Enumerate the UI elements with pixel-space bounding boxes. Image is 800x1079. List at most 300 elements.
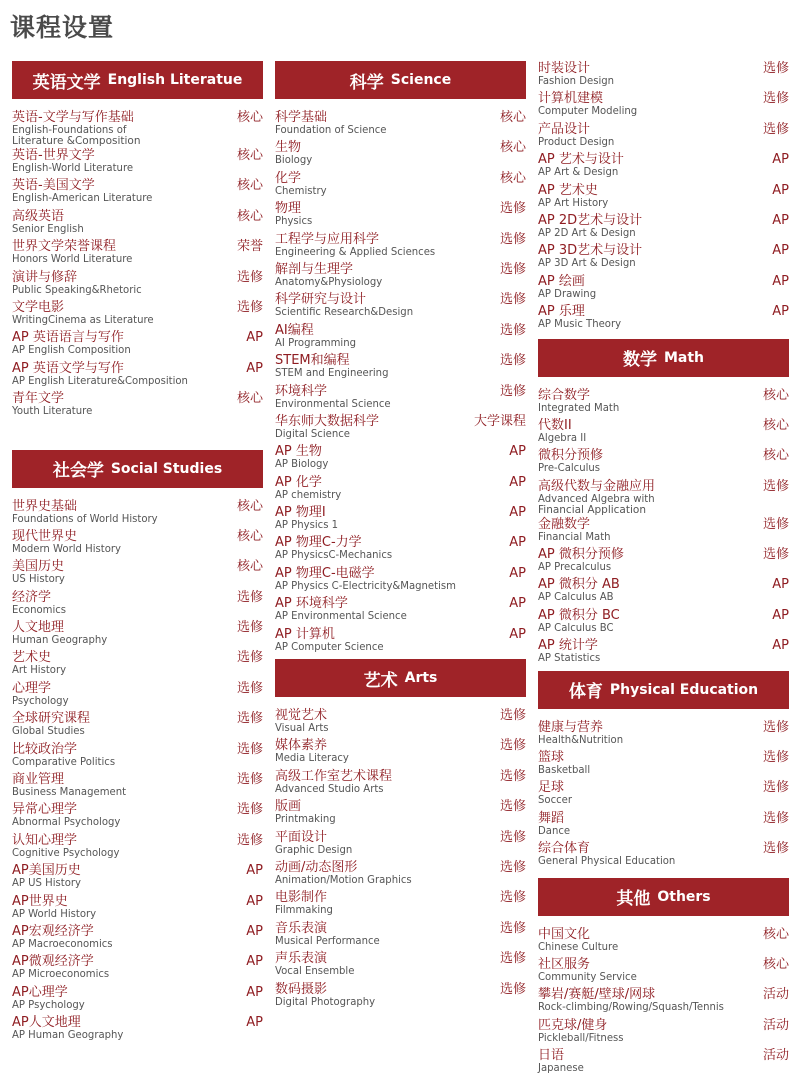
course-item xyxy=(275,738,526,768)
section-title-zh: 艺术 xyxy=(363,670,398,691)
course-item xyxy=(12,590,263,620)
course-type-tag: 荣誉 xyxy=(236,239,263,255)
course-item xyxy=(275,951,526,981)
course-type-tag: 选修 xyxy=(236,620,263,636)
course-name-en: Pre-Calculus xyxy=(538,462,601,475)
course-type-tag: 选修 xyxy=(236,589,263,605)
course-type-tag: AP xyxy=(509,596,526,612)
course-name-zh: 金融数学 xyxy=(538,516,591,532)
course-type-tag: 选修 xyxy=(762,750,789,766)
course-name-zh: AP 艺术史 xyxy=(538,182,598,198)
course-type-tag: 选修 xyxy=(762,719,789,735)
course-name-en: Youth Literature xyxy=(12,405,93,418)
course-item xyxy=(538,720,789,750)
section-header-social-studies xyxy=(12,450,263,488)
course-name-zh: AP 微积分 AB xyxy=(538,577,620,593)
course-name-zh: 世界史基础 xyxy=(12,498,78,514)
course-item xyxy=(538,61,789,91)
course-item xyxy=(275,830,526,860)
course-name-en: AP PhysicsC-Mechanics xyxy=(275,549,393,562)
course-name-en: Honors World Literature xyxy=(12,253,133,266)
course-name-zh: AP 英语文学与写作 xyxy=(12,360,124,376)
course-name-zh: 动画/动态图形 xyxy=(275,859,358,875)
course-item xyxy=(12,270,263,300)
course-name-zh: 电影制作 xyxy=(275,890,328,906)
course-item xyxy=(12,772,263,802)
course-name-zh: 化学 xyxy=(275,170,302,186)
course-name-en: Visual Arts xyxy=(275,722,329,735)
course-name-zh: AP 微积分预修 xyxy=(538,547,624,563)
course-name-zh: 综合数学 xyxy=(538,387,591,403)
course-type-tag: 选修 xyxy=(499,292,526,308)
course-item xyxy=(538,780,789,810)
course-item xyxy=(12,209,263,239)
course-type-tag: 活动 xyxy=(762,1048,789,1064)
course-name-zh: 版画 xyxy=(275,799,302,815)
course-item xyxy=(12,833,263,863)
course-item xyxy=(538,811,789,841)
course-name-en: Fashion Design xyxy=(538,75,615,87)
course-name-zh: 全球研究课程 xyxy=(12,711,91,727)
course-name-zh: 环境科学 xyxy=(275,383,328,399)
course-name-zh: 足球 xyxy=(538,780,565,796)
course-type-tag: AP xyxy=(509,444,526,460)
course-item xyxy=(538,479,789,517)
course-name-en: Cognitive Psychology xyxy=(12,846,120,859)
course-name-en: Product Design xyxy=(538,135,615,148)
course-name-en: AP Human Geography xyxy=(12,1029,124,1042)
course-type-tag: 核心 xyxy=(236,208,263,224)
course-item xyxy=(538,608,789,638)
course-name-zh: 世界文学荣誉课程 xyxy=(12,239,117,255)
course-type-tag: AP xyxy=(246,923,263,939)
course-name-en: Anatomy&Physiology xyxy=(275,275,383,288)
section-header-math xyxy=(538,339,789,377)
course-name-en: Musical Performance xyxy=(275,934,380,947)
course-type-tag: 选修 xyxy=(762,61,789,76)
course-name-zh: 现代世界史 xyxy=(12,528,78,544)
course-name-en: AP English Literature&Composition xyxy=(12,374,188,387)
course-name-zh: AP 物理C-力学 xyxy=(275,535,362,551)
course-name-zh: 人文地理 xyxy=(12,620,65,636)
course-name-en: Filmmaking xyxy=(275,904,333,917)
course-type-tag: 选修 xyxy=(499,890,526,906)
course-item xyxy=(12,300,263,330)
course-name-zh: AP 英语语言与写作 xyxy=(12,330,124,346)
section-title-zh: 其他 xyxy=(616,889,651,910)
course-type-tag: 核心 xyxy=(236,528,263,544)
course-type-tag: 活动 xyxy=(762,1017,789,1033)
section-header-science xyxy=(275,61,526,99)
course-name-zh: 英语-美国文学 xyxy=(12,178,95,194)
course-name-zh: 艺术史 xyxy=(12,650,52,666)
course-type-tag: 核心 xyxy=(762,926,789,942)
course-type-tag: 选修 xyxy=(762,841,789,857)
course-item xyxy=(275,921,526,951)
course-name-zh: 综合体育 xyxy=(538,841,591,857)
course-name-zh: AP 微积分 BC xyxy=(538,607,620,623)
course-item xyxy=(12,620,263,650)
course-name-en: AP Biology xyxy=(275,458,329,471)
course-name-en: Health&Nutrition xyxy=(538,733,624,746)
course-type-tag: 选修 xyxy=(499,201,526,217)
course-name-en: AP Calculus AB xyxy=(538,591,614,604)
course-type-tag: 选修 xyxy=(499,738,526,754)
course-name-en: Human Geography xyxy=(12,634,108,647)
course-type-tag: 选修 xyxy=(499,708,526,724)
section-title-zh: 体育 xyxy=(568,682,603,703)
course-item xyxy=(275,110,526,140)
course-item xyxy=(12,391,263,421)
course-name-en: Chinese Culture xyxy=(538,940,619,953)
course-item xyxy=(538,547,789,577)
course-name-zh: 社区服务 xyxy=(538,956,591,972)
course-name-zh: 经济学 xyxy=(12,589,52,605)
course-item xyxy=(12,924,263,954)
course-name-en: AP Physics C-Electricity&Magnetism xyxy=(275,579,456,592)
section-header-arts xyxy=(275,659,526,697)
course-name-zh: 舞蹈 xyxy=(538,810,565,826)
course-type-tag: AP xyxy=(772,212,789,228)
course-name-zh: AP 绘画 xyxy=(538,273,585,289)
section-title-en: Others xyxy=(657,888,711,905)
course-type-tag: AP xyxy=(246,1015,263,1031)
course-item xyxy=(538,517,789,547)
course-name-zh: 平面设计 xyxy=(275,829,328,845)
course-name-zh: 华东师大数据科学 xyxy=(275,413,380,429)
course-name-zh: 微积分预修 xyxy=(538,448,604,464)
course-type-tag: 选修 xyxy=(499,829,526,845)
course-item xyxy=(275,769,526,799)
course-item xyxy=(12,802,263,832)
course-name-en: AP chemistry xyxy=(275,488,342,501)
column-left xyxy=(12,61,263,1046)
course-name-zh: 文学电影 xyxy=(12,299,65,315)
course-type-tag: 选修 xyxy=(236,299,263,315)
course-type-tag: AP xyxy=(246,893,263,909)
course-name-en: Printmaking xyxy=(275,813,336,826)
course-type-tag: AP xyxy=(246,863,263,879)
course-item xyxy=(275,596,526,626)
course-name-en: Algebra II xyxy=(538,431,587,444)
course-item xyxy=(538,304,789,334)
course-name-en-line2: Literature &Composition xyxy=(12,135,141,147)
course-name-en: Community Service xyxy=(538,970,637,983)
course-type-tag: AP xyxy=(246,330,263,346)
course-item xyxy=(275,505,526,535)
course-name-zh: 英语-世界文学 xyxy=(12,148,95,163)
course-item xyxy=(12,110,263,148)
course-name-zh: 商业管理 xyxy=(12,772,65,788)
course-name-en: Environmental Science xyxy=(275,397,391,410)
course-type-tag: 选修 xyxy=(762,516,789,532)
course-type-tag: 核心 xyxy=(236,178,263,194)
course-name-zh: 攀岩/赛艇/壁球/网球 xyxy=(538,987,656,1003)
course-type-tag: AP xyxy=(246,360,263,376)
section-title-zh: 科学 xyxy=(349,72,384,93)
course-type-tag: 选修 xyxy=(762,547,789,563)
section-title-zh: 数学 xyxy=(622,350,657,371)
course-name-en: AP Drawing xyxy=(538,287,597,300)
course-type-tag: 大学课程 xyxy=(473,413,526,429)
course-item xyxy=(275,890,526,920)
section-title-en: Math xyxy=(663,349,705,366)
course-type-tag: 选修 xyxy=(499,231,526,247)
course-type-tag: 选修 xyxy=(236,680,263,696)
course-item xyxy=(275,323,526,353)
course-name-zh: 高级工作室艺术课程 xyxy=(275,768,393,784)
course-list-math xyxy=(538,377,789,669)
course-name-zh: 工程学与应用科学 xyxy=(275,231,380,247)
course-name-zh: AP微观经济学 xyxy=(12,954,94,970)
course-item xyxy=(12,894,263,924)
course-name-zh: AP美国历史 xyxy=(12,863,81,879)
course-name-en: Media Literacy xyxy=(275,752,349,765)
course-name-zh: 异常心理学 xyxy=(12,802,78,818)
course-item xyxy=(538,841,789,871)
course-name-zh: 健康与营养 xyxy=(538,719,604,735)
course-name-zh: 媒体素养 xyxy=(275,738,328,754)
course-item xyxy=(538,388,789,418)
course-name-zh: 声乐表演 xyxy=(275,951,328,967)
course-name-zh: 中国文化 xyxy=(538,926,591,942)
course-name-en: AP Art History xyxy=(538,196,609,209)
course-type-tag: AP xyxy=(772,152,789,168)
section-title-en: Science xyxy=(390,72,452,88)
course-name-zh: 日语 xyxy=(538,1048,565,1064)
course-name-zh: 高级代数与金融应用 xyxy=(538,478,656,494)
course-type-tag: 选修 xyxy=(236,269,263,285)
course-name-en: Animation/Motion Graphics xyxy=(275,873,412,886)
course-item xyxy=(538,152,789,182)
course-name-en: Advanced Studio Arts xyxy=(275,782,384,795)
course-name-en: Foundations of World History xyxy=(12,512,158,525)
course-name-en: AP Computer Science xyxy=(275,640,384,653)
course-name-en: Computer Modeling xyxy=(538,105,638,118)
course-type-tag: AP xyxy=(772,182,789,198)
column-middle xyxy=(275,61,526,1012)
course-name-en: AP US History xyxy=(12,877,82,890)
course-name-en: AP 2D Art & Design xyxy=(538,226,636,239)
course-type-tag: 核心 xyxy=(499,170,526,186)
course-name-zh: AP 乐理 xyxy=(538,304,585,320)
course-name-zh: AP 2D艺术与设计 xyxy=(538,212,643,228)
course-name-en: Digital Science xyxy=(275,427,350,440)
course-name-zh: 数码摄影 xyxy=(275,981,328,997)
course-name-zh: AP 环境科学 xyxy=(275,596,348,612)
course-name-en: Biology xyxy=(275,154,313,167)
course-type-tag: AP xyxy=(772,577,789,593)
course-name-en: Dance xyxy=(538,824,571,837)
course-type-tag: 核心 xyxy=(236,110,263,125)
course-name-en: AP Statistics xyxy=(538,652,601,665)
course-name-en: AI Programming xyxy=(275,336,357,349)
course-item xyxy=(12,148,263,178)
course-type-tag: 选修 xyxy=(499,799,526,815)
course-type-tag: 选修 xyxy=(236,772,263,788)
course-item xyxy=(12,330,263,360)
course-item xyxy=(275,566,526,596)
course-item xyxy=(12,559,263,589)
course-type-tag: 选修 xyxy=(236,650,263,666)
course-name-en: Modern World History xyxy=(12,542,121,555)
course-item xyxy=(275,982,526,1012)
course-item xyxy=(275,384,526,414)
course-item xyxy=(538,927,789,957)
course-name-en: Chemistry xyxy=(275,184,327,197)
course-item xyxy=(12,239,263,269)
page-title: 课程设置 xyxy=(10,13,115,42)
course-name-en: English-World Literature xyxy=(12,162,134,174)
course-item xyxy=(12,681,263,711)
course-name-zh: 演讲与修辞 xyxy=(12,269,78,285)
course-item xyxy=(12,954,263,984)
course-item xyxy=(538,957,789,987)
course-item xyxy=(538,638,789,668)
course-item xyxy=(275,353,526,383)
course-name-en: AP Calculus BC xyxy=(538,621,614,634)
course-type-tag: AP xyxy=(509,565,526,581)
course-type-tag: AP xyxy=(246,984,263,1000)
course-type-tag: AP xyxy=(772,638,789,654)
course-type-tag: 选修 xyxy=(762,121,789,137)
course-item xyxy=(538,1018,789,1048)
course-type-tag: AP xyxy=(509,505,526,521)
course-name-en: AP World History xyxy=(12,907,97,920)
course-type-tag: AP xyxy=(772,304,789,320)
course-name-en: US History xyxy=(12,573,65,586)
course-name-zh: AP 计算机 xyxy=(275,626,335,642)
course-type-tag: AP xyxy=(246,954,263,970)
course-item xyxy=(12,1015,263,1045)
course-item xyxy=(275,201,526,231)
course-item xyxy=(538,418,789,448)
course-type-tag: 选修 xyxy=(499,768,526,784)
course-name-en: Economics xyxy=(12,603,67,616)
course-name-zh: AP 物理I xyxy=(275,505,326,521)
course-type-tag: 核心 xyxy=(236,498,263,514)
course-type-tag: AP xyxy=(509,535,526,551)
course-name-en: Advanced Algebra with xyxy=(538,492,655,505)
course-item xyxy=(538,577,789,607)
course-name-en: AP Precalculus xyxy=(538,561,612,574)
course-name-zh: 比较政治学 xyxy=(12,741,78,757)
course-item xyxy=(275,232,526,262)
course-item xyxy=(275,708,526,738)
course-name-en: AP Psychology xyxy=(12,998,85,1011)
course-type-tag: 核心 xyxy=(762,956,789,972)
section-header-english xyxy=(12,61,263,99)
course-item xyxy=(538,243,789,273)
course-name-en: English-Foundations of xyxy=(12,124,127,136)
course-name-en: AP Microeconomics xyxy=(12,968,110,981)
course-item xyxy=(12,711,263,741)
course-name-zh: 物理 xyxy=(275,201,302,217)
course-type-tag: 选修 xyxy=(236,832,263,848)
course-item xyxy=(538,122,789,152)
course-item xyxy=(12,863,263,893)
course-name-zh: AI编程 xyxy=(275,322,314,338)
course-name-zh: AP 3D艺术与设计 xyxy=(538,243,643,259)
course-name-zh: 认知心理学 xyxy=(12,832,78,848)
course-type-tag: AP xyxy=(772,273,789,289)
course-type-tag: 选修 xyxy=(499,322,526,338)
course-name-zh: 青年文学 xyxy=(12,391,65,407)
course-item xyxy=(538,987,789,1017)
course-name-zh: 美国历史 xyxy=(12,559,65,575)
course-name-en: WritingCinema as Literature xyxy=(12,313,154,326)
course-item xyxy=(538,448,789,478)
course-list-social-studies xyxy=(12,488,263,1046)
course-name-en: Graphic Design xyxy=(275,843,353,856)
course-item xyxy=(12,361,263,391)
course-name-en: Soccer xyxy=(538,794,573,807)
course-name-zh: 匹克球/健身 xyxy=(538,1017,608,1033)
course-type-tag: AP xyxy=(509,626,526,642)
course-item xyxy=(275,140,526,170)
course-type-tag: 选修 xyxy=(499,951,526,967)
course-name-zh: 科学基础 xyxy=(275,110,328,125)
course-type-tag: 核心 xyxy=(762,448,789,464)
course-name-zh: 心理学 xyxy=(12,680,52,696)
course-name-en: Scientific Research&Design xyxy=(275,306,414,319)
course-name-en: Engineering & Applied Sciences xyxy=(275,245,436,258)
course-name-en: AP Art & Design xyxy=(538,166,619,179)
course-name-zh: STEM和编程 xyxy=(275,353,350,369)
course-name-en: English-American Literature xyxy=(12,192,153,205)
course-item xyxy=(538,213,789,243)
course-name-en: Business Management xyxy=(12,786,127,799)
section-title-en: Arts xyxy=(404,670,438,687)
course-item xyxy=(538,183,789,213)
course-type-tag: 选修 xyxy=(236,711,263,727)
course-type-tag: 选修 xyxy=(762,780,789,796)
course-item xyxy=(275,262,526,292)
course-type-tag: 活动 xyxy=(762,987,789,1003)
course-list-english xyxy=(12,99,263,422)
course-name-zh: 时装设计 xyxy=(538,61,591,76)
course-name-zh: 科学研究与设计 xyxy=(275,292,367,308)
course-item xyxy=(12,499,263,529)
section-title-en: English Literatue xyxy=(107,72,243,88)
section-title-en: Physical Education xyxy=(609,681,759,698)
course-name-zh: AP心理学 xyxy=(12,984,68,1000)
course-name-en: Comparative Politics xyxy=(12,755,116,768)
course-item xyxy=(538,274,789,304)
course-item xyxy=(12,985,263,1015)
course-name-en: Foundation of Science xyxy=(275,124,387,136)
course-type-tag: 选修 xyxy=(762,478,789,494)
course-item xyxy=(275,171,526,201)
course-name-en: Digital Photography xyxy=(275,995,376,1008)
course-item xyxy=(275,414,526,444)
course-type-tag: 核心 xyxy=(499,110,526,125)
course-name-zh: AP人文地理 xyxy=(12,1015,81,1031)
course-name-zh: AP宏观经济学 xyxy=(12,923,94,939)
course-list-others xyxy=(538,916,789,1079)
course-name-zh: 计算机建模 xyxy=(538,91,604,107)
course-item xyxy=(12,650,263,680)
course-item xyxy=(275,627,526,657)
course-name-zh: AP 统计学 xyxy=(538,638,598,654)
course-type-tag: AP xyxy=(772,607,789,623)
course-name-en: AP Environmental Science xyxy=(275,610,407,623)
course-name-en: Public Speaking&Rhetoric xyxy=(12,283,142,296)
course-name-en: STEM and Engineering xyxy=(275,367,389,380)
course-type-tag: 选修 xyxy=(236,802,263,818)
course-type-tag: 选修 xyxy=(499,261,526,277)
course-name-en: AP English Composition xyxy=(12,344,131,357)
